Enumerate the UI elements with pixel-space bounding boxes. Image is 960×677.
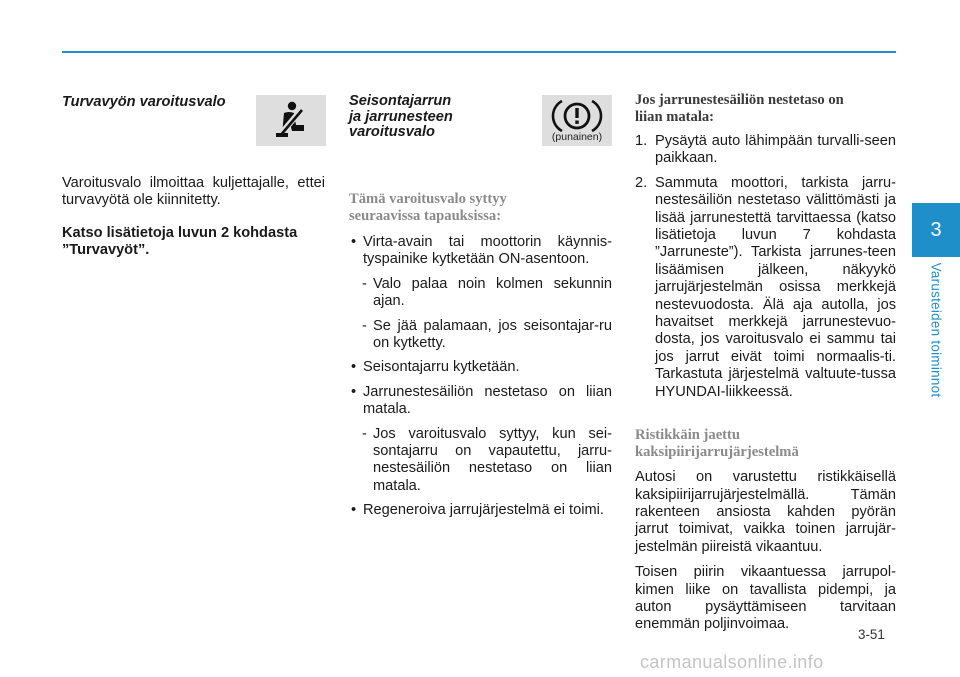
subheading — [349, 191, 612, 225]
list-item: • Virta-avain tai moottorin käynnis-tyspainike kytketään ON-asentoon. — [351, 234, 612, 268]
sub-list-item: - Se jää palamaan, jos seisontajar-ru on kytketty. — [362, 317, 612, 352]
seatbelt-warning-section — [62, 92, 325, 260]
sub-list-item-text: Valo palaa noin kolmen sekunnin ajan. — [373, 275, 612, 310]
sub-list-item: - Valo palaa noin kolmen sekunnin ajan. — [362, 275, 612, 310]
sub-list-item-text: Jos varoitusvalo syttyy, kun sei-sontajarru on vapautettu, jarru-nestesäiliön nestetaso on liian matala. — [373, 425, 612, 494]
chapter-label: Varusteiden toiminnot — [928, 262, 944, 398]
subheading-line: kaksipiirijarrujärjestelmä — [635, 444, 799, 461]
header-rule — [62, 51, 896, 53]
brake-warning-icon — [542, 95, 612, 146]
section-title — [349, 94, 453, 141]
watermark: carmanualsonline.info — [640, 652, 824, 672]
step-number: 1. — [635, 133, 648, 149]
sub-list-item-text: Se jää palamaan, jos seisontajar-ru on kytketty. — [373, 317, 612, 352]
paragraph: Autosi on varustettu ristikkäisellä kaksipiirijarrujärjestelmällä. Tämän rakenteen ansiosta kahden pyörän jarrut toimivat, vaikka toinen jarrujär-jestelmän piireistä vikaantuu. — [635, 469, 896, 555]
subheading-line: Tämä varoitusvalo syttyy — [349, 191, 507, 207]
list-item: • Seisontajarru kytketään. — [351, 359, 520, 376]
subheading-line: Jos jarrunestesäiliön nestetaso on — [635, 92, 844, 108]
bullet-list — [349, 234, 612, 520]
numbered-step — [635, 133, 896, 168]
paragraph: Toisen piirin vikaantuessa jarrupol-kimen liike on tavallista pidempi, ja auton pysäyttämiseen tarvitaan enemmän poljinvoimaa. — [635, 564, 896, 633]
numbered-step — [635, 175, 896, 401]
list-item-text: Virta-avain tai moottorin käynnis-tyspainike kytketään ON-asentoon. — [363, 234, 612, 268]
section-title-line: ja jarrunesteen — [349, 108, 453, 125]
paragraph-reference: Katso lisätietoja luvun 2 kohdasta ”Turvavyöt”. — [62, 224, 298, 259]
subheading-line: liian matala: — [635, 109, 715, 125]
section-title: Turvavyön varoitusvalo — [62, 94, 226, 110]
brake-fluid-section — [635, 92, 896, 634]
subheading — [635, 92, 896, 126]
sub-list-item: - Jos varoitusvalo syttyy, kun sei-sontajarru on vapautettu, jarru-nestesäiliön nestetaso on liian matala. — [362, 425, 612, 494]
list-item-text: Jarrunestesäiliön nestetaso on liian matala. — [363, 383, 612, 418]
section-title-line: varoitusvalo — [349, 124, 435, 140]
list-item: • Regeneroiva jarrujärjestelmä ei toimi. — [351, 502, 604, 519]
subheading-line: Ristikkäin jaettu — [635, 427, 741, 444]
step-text: Pysäytä auto lähimpään turvalli-seen paikkaan. — [655, 133, 896, 167]
icon-caption: (punainen) — [551, 131, 603, 143]
chapter-tab: 3 — [912, 203, 960, 257]
parking-brake-warning-section — [349, 92, 612, 520]
list-item: • Jarrunestesäiliön nestetaso on liian matala. — [351, 383, 612, 418]
section-title-line: Seisontajarrun — [349, 93, 452, 109]
list-item-text: Seisontajarru kytketään. — [363, 359, 520, 376]
step-text: Sammuta moottori, tarkista jarru-nestesäiliön nestetaso välittömästi ja lisää jarrunestettä tarvittaessa (katso lisätietoja luvun 7 kohdasta ”Jarruneste”). Tarkista jarrunes-teen lisäämisen jälkeen, näkyykö jarrujärjestelmän osissa merkkejä nestevuodosta. Älä aja autolla, jos havaitset merkkejä jarrunestevuo-dosta, jos varoitusvalo ei sammu tai jos jarrut eivät toimi normaalis-ti. Tarkastuta järjestelmä valtuute-tussa HYUNDAI-liikkeessä. — [655, 174, 896, 400]
subheading — [635, 427, 896, 461]
page-number: 3-51 — [858, 627, 885, 642]
list-item-text: Regeneroiva jarrujärjestelmä ei toimi. — [363, 502, 604, 519]
step-number: 2. — [635, 174, 648, 191]
seatbelt-warning-icon — [256, 95, 326, 146]
paragraph: Varoitusvalo ilmoittaa kuljettajalle, ettei turvavyötä ole kiinnitetty. — [62, 175, 325, 209]
subheading-line: seuraavissa tapauksissa: — [349, 208, 502, 224]
